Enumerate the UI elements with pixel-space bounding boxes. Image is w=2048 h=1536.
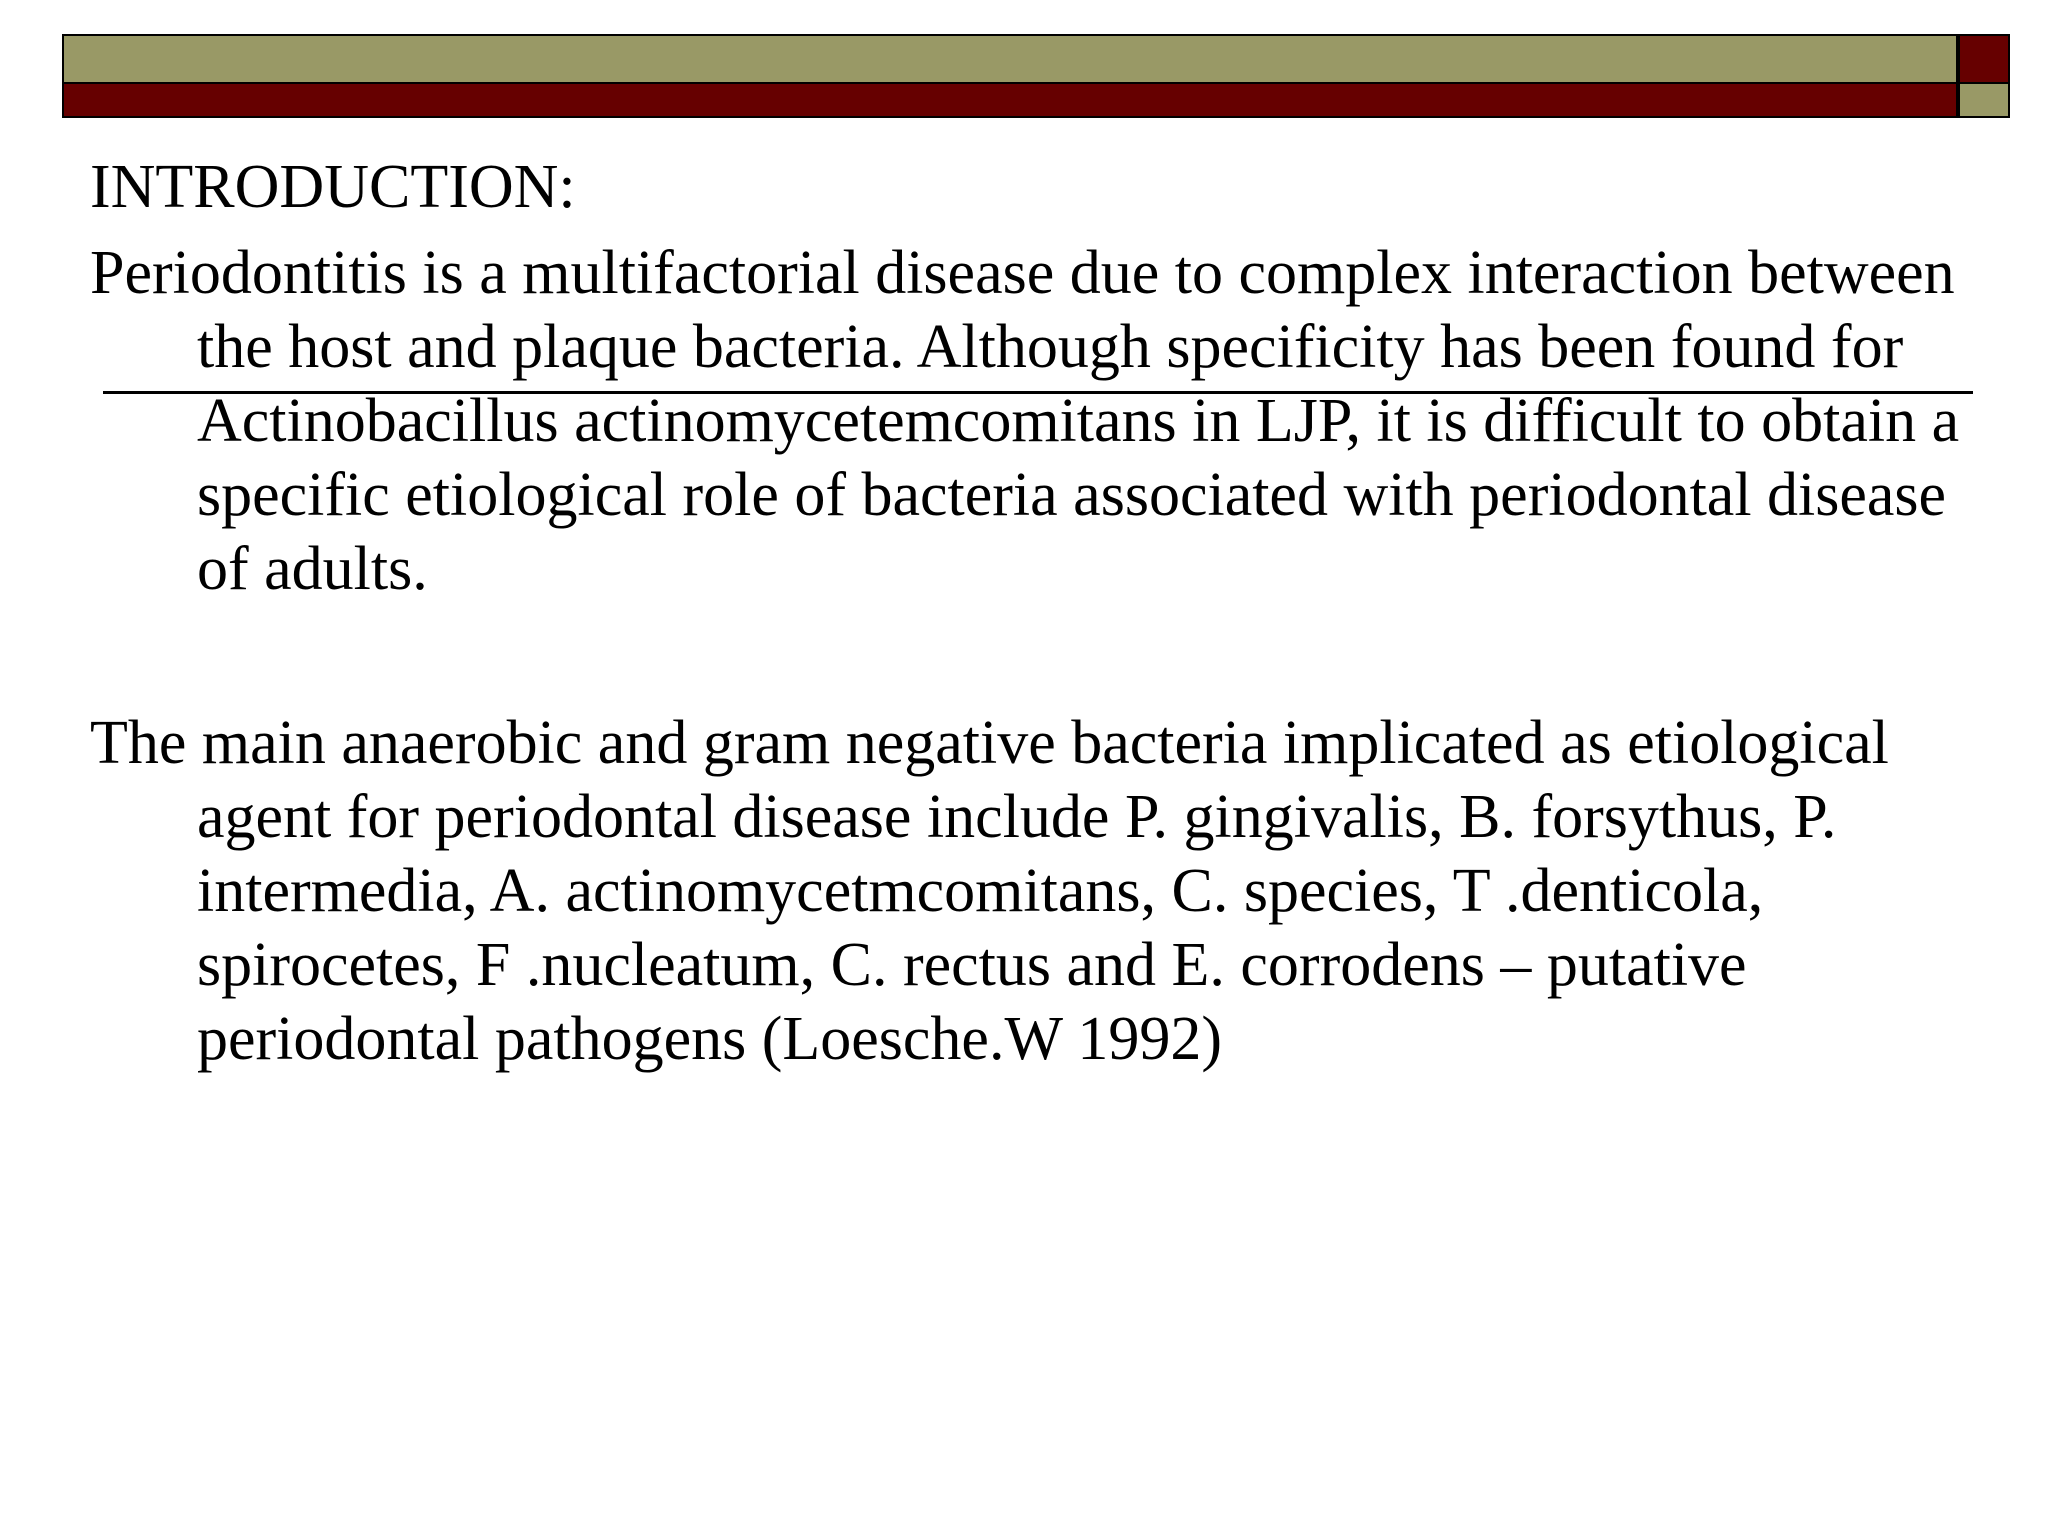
paragraph-bacteria: The main anaerobic and gram negative bacteria implicated as etiological agent for periodontal disease include P. gingivalis, B. forsythus, P. intermedia, A. actinomycetmcomitans, C. species, T .denticola, spirocetes, F .nucleatum, C. rectus and E. corrodens – putative periodontal pathogens (Loesche.W 1992) xyxy=(90,709,1889,1073)
header-bar-olive xyxy=(62,34,1958,84)
header-bar-maroon xyxy=(62,84,1958,118)
header-square-olive xyxy=(1958,84,2010,118)
header-square-maroon xyxy=(1958,34,2010,84)
slide-body xyxy=(90,150,1970,1076)
slide-heading: INTRODUCTION: xyxy=(90,153,576,221)
paragraph-periodontitis: Periodontitis is a multifactorial disease due to complex interaction between the host and plaque bacteria. Although specificity has been found for Actinobacillus actinomycetemcomitans in LJP, it is difficult to obtain a specific etiological role of bacteria associated with periodontal disease of adults. xyxy=(90,239,1960,603)
